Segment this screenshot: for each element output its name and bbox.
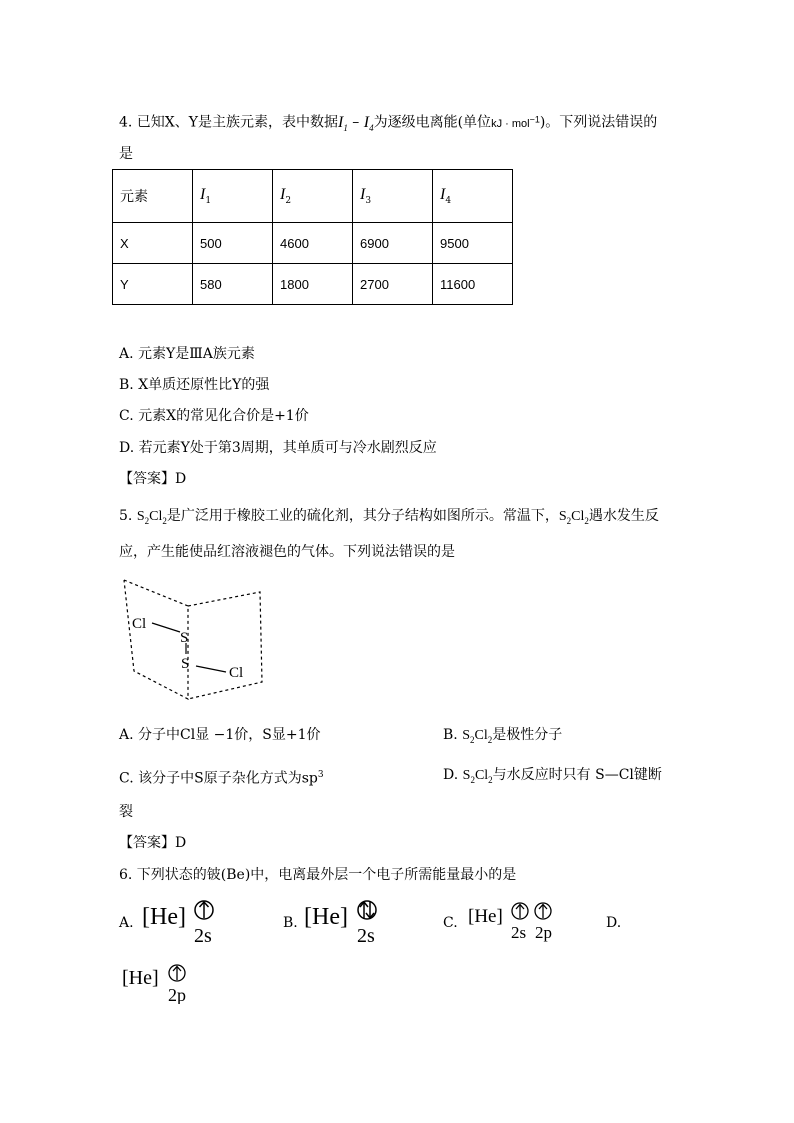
table-cell: 1800: [273, 264, 353, 305]
s2cl2-formula: $S_2Cl_2$: [558, 509, 589, 526]
orbital-label: 2s: [194, 925, 212, 946]
s-atom-bottom: S: [181, 656, 190, 672]
orbital-label: 2s: [511, 923, 527, 942]
ionization-table: [112, 169, 513, 305]
s2cl2-formula: $S_2Cl_2$: [136, 509, 167, 526]
table-row: [113, 223, 513, 264]
q6-option-b-label: B.: [283, 915, 298, 931]
q4-stem-b: 为逐级电离能(单位: [373, 114, 492, 131]
orbital-label: 2s: [357, 925, 375, 946]
he-core: [He]: [304, 904, 348, 930]
s-cl-bond-bottom: [196, 666, 226, 672]
q4-option-d: D. 若元素Y处于第3周期，其单质可与冷水剧烈反应: [119, 440, 437, 456]
q5-option-b: B. $S_2Cl_2$是极性分子: [443, 727, 563, 745]
q6-option-b-config: [302, 896, 392, 946]
q4-stem-a: 4. 已知X、Y是主族元素，表中数据: [119, 114, 339, 131]
table-cell: 11600: [433, 264, 513, 305]
dashed-planes: [124, 580, 262, 699]
q4-i1: $I_1$: [338, 113, 348, 133]
q4-dash: –: [347, 114, 364, 131]
q6-option-a-label: A.: [119, 915, 134, 931]
table-cell: 6900: [353, 223, 433, 264]
q6-stem: 6. 下列状态的铍(Be)中，电离最外层一个电子所需能量最小的是: [119, 867, 517, 883]
q4-option-a: A. 元素Y是ⅢA族元素: [119, 346, 255, 362]
cl-atom-bottom: Cl: [229, 665, 244, 681]
q5-stem-a: 是广泛用于橡胶工业的硫化剂，其分子结构如图所示。常温下，: [166, 508, 559, 524]
s2cl2-formula: $S_2Cl_2$: [462, 728, 493, 745]
s-atom-top: S: [180, 630, 189, 646]
he-core: [He]: [142, 904, 186, 930]
q5-option-a: A. 分子中Cl显 −1价，S显+1价: [119, 727, 321, 743]
q4-option-c: C. 元素X的常见化合价是+1价: [119, 408, 309, 424]
header-i4: $I_4$: [433, 170, 513, 223]
table-cell: 9500: [433, 223, 513, 264]
q4-i4: $I_4$: [363, 113, 374, 133]
cl-atom-top: Cl: [132, 616, 147, 632]
q5-option-d: D. $S_2Cl_2$与水反应时只有 S—Cl键断: [443, 767, 662, 785]
orbital-label: 2p: [535, 923, 552, 942]
q5-answer: 【答案】D: [119, 835, 187, 851]
q4-answer: 【答案】D: [119, 471, 187, 487]
header-element: 元素: [113, 170, 193, 223]
q5-stem: [119, 507, 659, 530]
q4-stem-c: )。下列说法错误的: [539, 114, 658, 131]
table-row: [113, 264, 513, 305]
q6-option-d-label: D.: [606, 915, 622, 931]
table-cell: 2700: [353, 264, 433, 305]
orbital-circle-icon: [195, 901, 213, 919]
q6-option-c-label: C.: [443, 915, 458, 931]
cl-s-bond-top: [152, 623, 180, 632]
q6-option-a-config: [140, 896, 230, 946]
q5-option-d-cont: 裂: [119, 804, 133, 820]
q4-unit: kJ · mol$^{-1}$: [491, 114, 540, 130]
q4-option-b: B. X单质还原性比Y的强: [119, 377, 270, 393]
orbital-label: 2p: [168, 985, 186, 1004]
q5-stem-b: 遇水发生反: [588, 508, 659, 524]
q6-option-d-config: [120, 960, 200, 1004]
orbital-circle-icon: [535, 903, 551, 919]
q4-stem-line2: 是: [119, 146, 133, 162]
table-cell: X: [113, 223, 193, 264]
orbital-circle-icon: [358, 901, 376, 919]
table-cell: 4600: [273, 223, 353, 264]
q5-number: 5.: [119, 508, 133, 524]
table-header-row: [113, 170, 513, 223]
q5-stem-line2: 应，产生能使品红溶液褪色的气体。下列说法错误的是: [119, 544, 455, 560]
table-cell: 500: [193, 223, 273, 264]
q4-stem: [119, 110, 657, 137]
table-cell: Y: [113, 264, 193, 305]
orbital-circle-icon: [169, 965, 185, 981]
orbital-circle-icon: [512, 903, 528, 919]
q6-option-c-config: [466, 900, 566, 942]
header-i1: $I_1$: [193, 170, 273, 223]
s2cl2-formula: $S_2Cl_2$: [462, 768, 493, 785]
header-i3: $I_3$: [353, 170, 433, 223]
he-core: [He]: [468, 906, 503, 927]
he-core: [He]: [122, 967, 159, 989]
table-cell: 580: [193, 264, 273, 305]
q5-option-c: C. 该分子中S原子杂化方式为$sp^3$: [119, 770, 324, 787]
header-i2: $I_2$: [273, 170, 353, 223]
s2cl2-structure-diagram: [118, 575, 270, 705]
